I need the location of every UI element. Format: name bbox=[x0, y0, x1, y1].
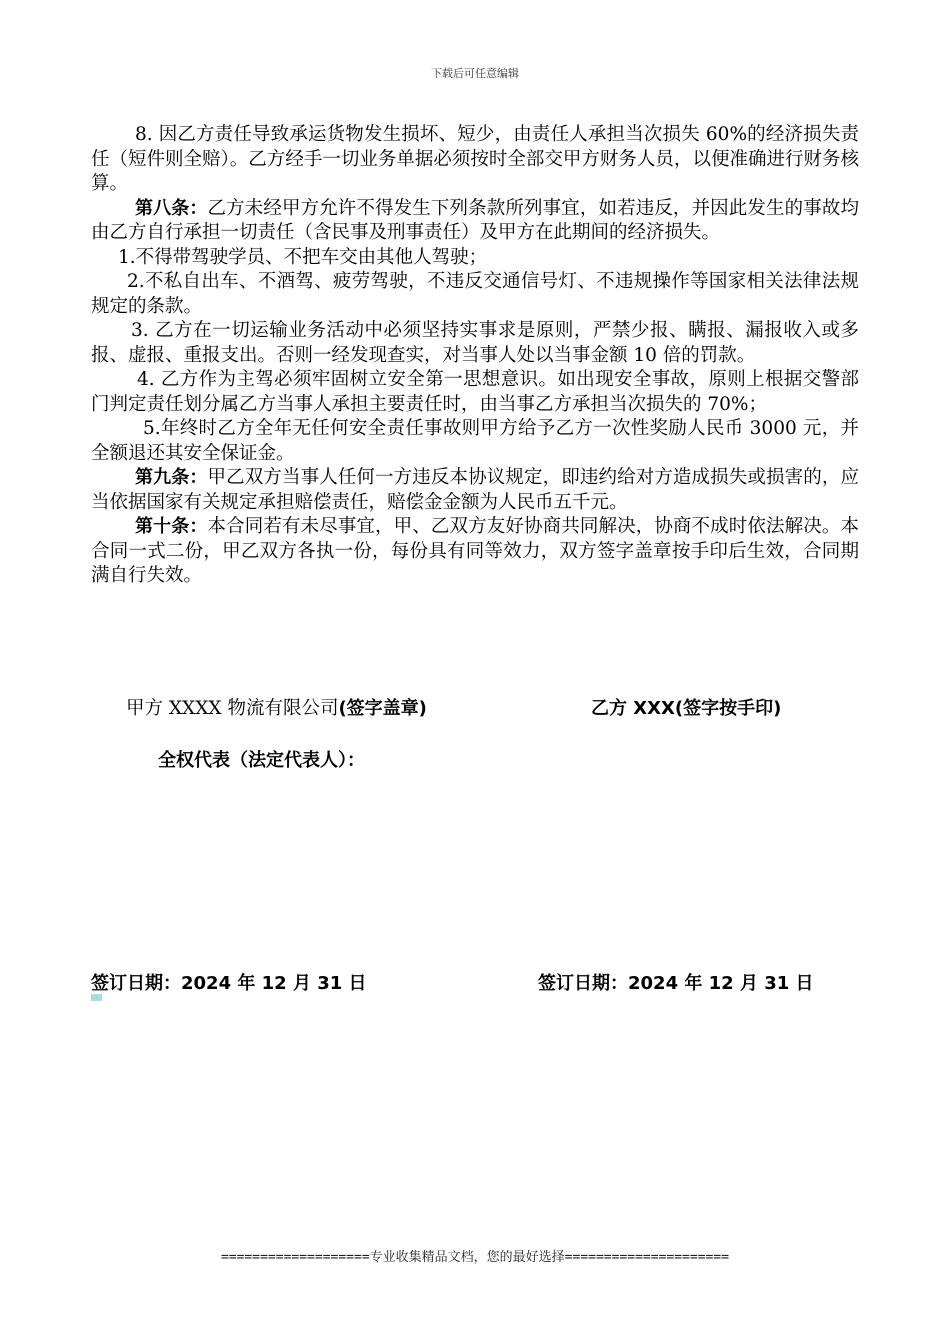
party-b-signature bbox=[591, 694, 781, 720]
party-b-sign-date: 签订日期：2024 年 12 月 31 日 bbox=[538, 973, 814, 994]
page-footer: ===================专业收集精品文档，您的最好选择===================== bbox=[220, 1250, 730, 1265]
party-a-sign-date: 签订日期：2024 年 12 月 31 日 bbox=[91, 973, 367, 994]
article-8-item-3: 3. 乙方在一切运输业务活动中必须坚持实事求是原则，严禁少报、瞒报、漏报收入或多报、虚报、重报支出。否则一经发现查实，对当事人处以当事金额 10 倍的罚款。 bbox=[91, 320, 859, 366]
article-8-item-2: 2.不私自出车、不酒驾、疲劳驾驶，不违反交通信号灯、不违规操作等国家相关法律法规规定的条款。 bbox=[91, 271, 859, 317]
clause-item-8: 8. 因乙方责任导致承运货物发生损坏、短少，由责任人承担当次损失 60%的经济损失责任（短件则全赔）。乙方经手一切业务单据必须按时全部交甲方财务人员，以便准确进行财务核算。 bbox=[91, 124, 859, 194]
party-b-name: 乙方 XXX bbox=[591, 698, 675, 719]
cursor-marker bbox=[91, 994, 102, 1001]
article-10-text: 本合同若有未尽事宜，甲、乙双方友好协商共同解决，协商不成时依法解决。本合同一式二份，甲乙双方各执一份，每份具有同等效力，双方签字盖章按手印后生效，合同期满自行失效。 bbox=[91, 516, 859, 586]
article-8-item-1: 1.不得带驾驶学员、不把车交由其他人驾驶； bbox=[118, 246, 488, 268]
page-header-note: 下载后可任意编辑 bbox=[431, 67, 519, 80]
article-9 bbox=[91, 466, 859, 515]
party-a-signature bbox=[126, 694, 427, 720]
article-10 bbox=[91, 515, 859, 589]
article-9-title: 第九条： bbox=[135, 467, 208, 488]
article-9-text: 甲乙双方当事人任何一方违反本协议规定，即违约给对方造成损失或损害的，应当依据国家有关规定承担赔偿责任，赔偿金金额为人民币五千元。 bbox=[91, 467, 859, 513]
article-8-text: 乙方未经甲方允许不得发生下列条款所列事宜，如若违反，并因此发生的事故均由乙方自行承担一切责任（含民事及刑事责任）及甲方在此期间的经济损失。 bbox=[91, 197, 859, 243]
party-b-note: (签字按手印) bbox=[674, 698, 782, 719]
article-8-title: 第八条： bbox=[135, 197, 208, 219]
authorized-representative: 全权代表（法定代表人）： bbox=[158, 750, 365, 771]
party-a-note: (签字盖章) bbox=[338, 698, 427, 719]
article-8-item-4: 4. 乙方作为主驾必须牢固树立安全第一思想意识。如出现安全事故，原则上根据交警部门判定责任划分属乙方当事人承担主要责任时，由当事乙方承担当次损失的 70%； bbox=[91, 369, 859, 415]
party-a-name: 甲方 XXXX 物流有限公司 bbox=[126, 698, 339, 719]
article-8 bbox=[91, 197, 859, 246]
signature-row bbox=[0, 694, 950, 722]
article-10-title: 第十条： bbox=[135, 516, 208, 537]
article-8-item-5: 5.年终时乙方全年无任何安全责任事故则甲方给予乙方一次性奖励人民币 3000 元，并全额退还其安全保证金。 bbox=[91, 418, 859, 464]
contract-body bbox=[91, 123, 859, 589]
